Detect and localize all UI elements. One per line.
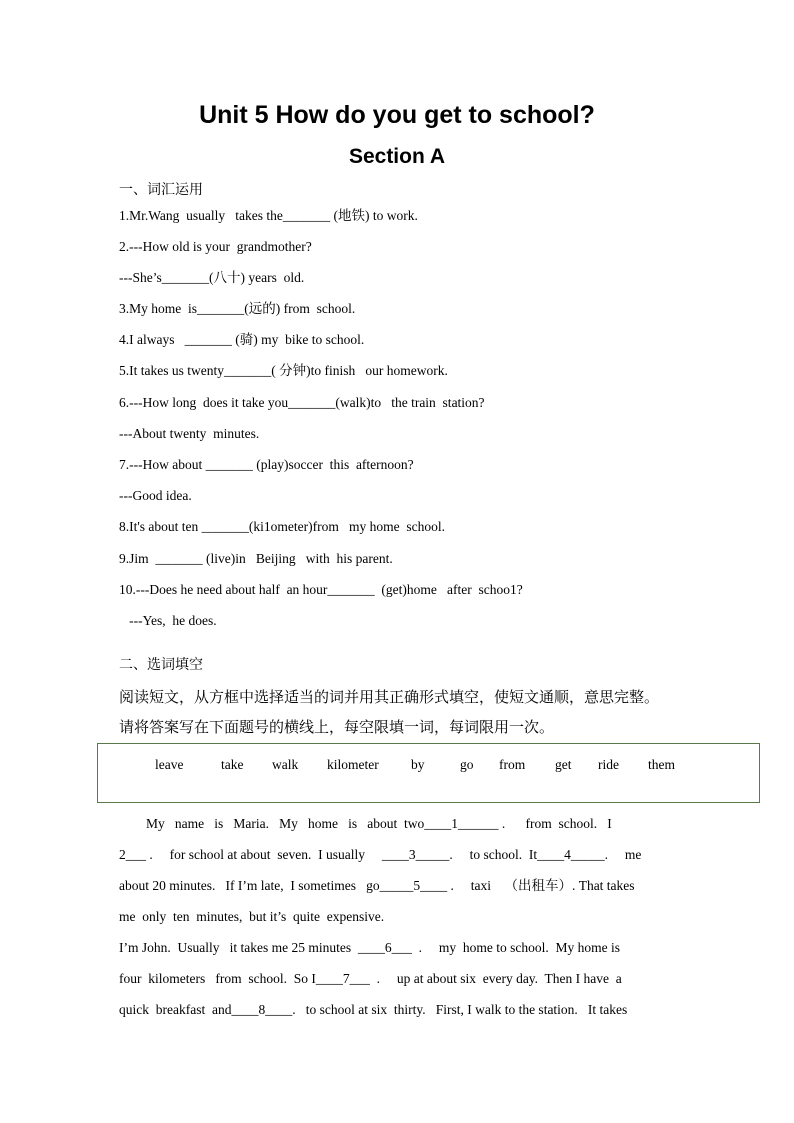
passage-line: My name is Maria. My home is about two____1______ . from school. I — [119, 816, 612, 831]
word-option: get — [555, 757, 572, 772]
passage-line: I’m John. Usually it takes me 25 minutes ____6___ . my home to school. My home is — [119, 940, 620, 955]
question-line: ---About twenty minutes. — [119, 426, 260, 441]
page-title: Unit 5 How do you get to school? — [199, 101, 595, 129]
word-option: ride — [598, 757, 619, 772]
question-line: 7.---How about _______ (play)soccer this afternoon? — [119, 457, 414, 472]
word-option: kilometer — [327, 757, 379, 772]
question-line: 10.---Does he need about half an hour_______ (get)home after schoo1? — [119, 582, 523, 597]
word-option: from — [499, 757, 526, 772]
passage-line: about 20 minutes. If I’m late, I sometimes go_____5____ . taxi （出租车）. That takes — [119, 878, 635, 893]
question-line: ---She’s_______(八十) years old. — [119, 270, 305, 285]
passage-line: four kilometers from school. So I____7___ . up at about six every day. Then I have a — [119, 971, 622, 986]
question-line: 1.Mr.Wang usually takes the_______ (地铁) to work. — [119, 208, 418, 223]
word-box — [97, 743, 760, 803]
passage-line: 2___ . for school at about seven. I usually ____3_____. to school. It____4_____. me — [119, 847, 642, 862]
word-option: them — [648, 757, 675, 772]
part2-heading: 二、选词填空 — [119, 657, 203, 673]
question-line: 8.It's about ten _______(ki1ometer)from my home school. — [119, 519, 445, 534]
question-line: 2.---How old is your grandmother? — [119, 239, 312, 254]
part2-instruction: 阅读短文，从方框中选择适当的词并用其正确形式填空，使短文通顺，意思完整。 — [119, 688, 660, 706]
question-line: 5.It takes us twenty_______( 分钟)to finish our homework. — [119, 363, 448, 378]
question-line: 9.Jim _______ (live)in Beijing with his parent. — [119, 551, 393, 566]
word-option: take — [221, 757, 244, 772]
question-line: ---Yes, he does. — [119, 613, 217, 628]
question-line: 6.---How long does it take you_______(walk)to the train station? — [119, 395, 485, 410]
passage-line: me only ten minutes, but it’s quite expensive. — [119, 909, 385, 924]
word-option: by — [411, 757, 425, 772]
word-option: walk — [272, 757, 299, 772]
passage-line: quick breakfast and____8____. to school at six thirty. First, I walk to the station. It takes — [119, 1002, 628, 1017]
part2-instruction: 请将答案写在下面题号的横线上，每空限填一词，每词限用一次。 — [119, 718, 555, 736]
word-option: leave — [155, 757, 184, 772]
question-line: 3.My home is_______(远的) from school. — [119, 301, 356, 316]
question-line: ---Good idea. — [119, 488, 192, 503]
question-line: 4.I always _______ (骑) my bike to school. — [119, 332, 365, 347]
word-option: go — [460, 757, 474, 772]
section-title: Section A — [348, 145, 446, 168]
part1-heading: 一、词汇运用 — [119, 182, 203, 198]
